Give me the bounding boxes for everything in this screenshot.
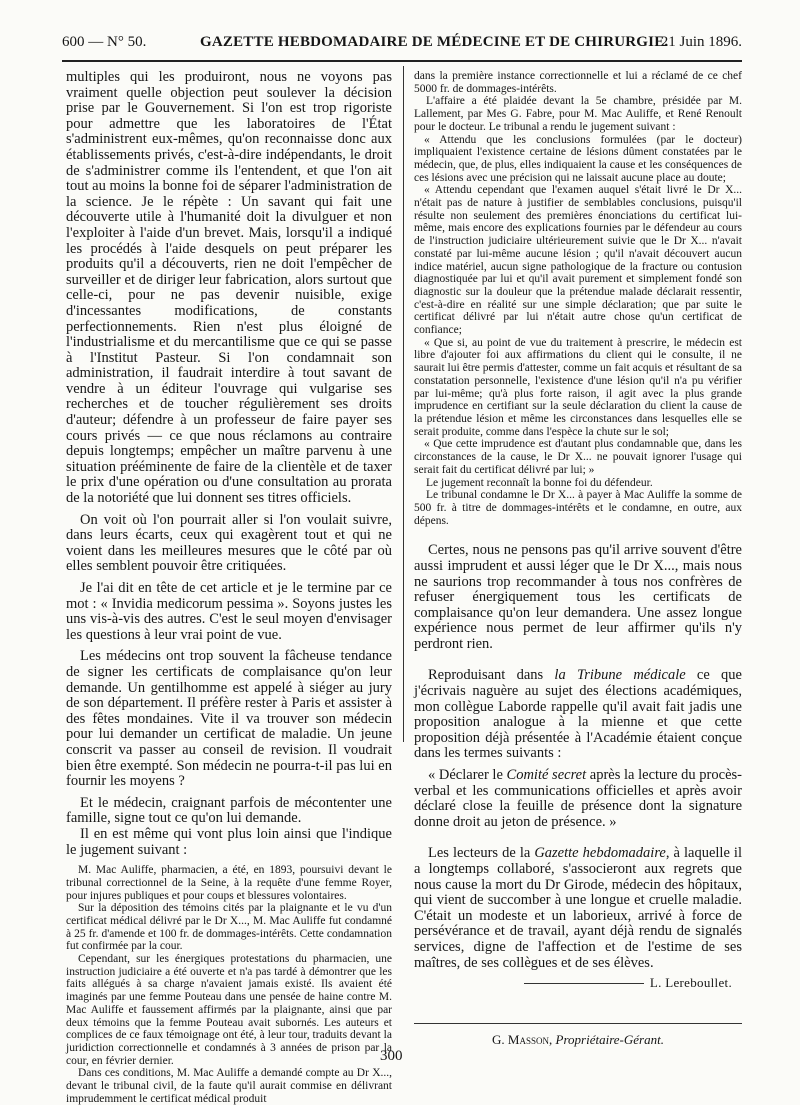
column-divider [403, 66, 404, 742]
paragraph: « Déclarer le Comité secret après la lecture du procès-verbal et les communications officielles et après avoir déclaré close la feuille de présence dont la signature donne droit au jeton de présence. » [414, 767, 742, 830]
printer-line [414, 1032, 742, 1048]
issue-date: 21 Juin 1896. [660, 34, 742, 50]
judgment-excerpt [66, 864, 392, 1105]
right-column [414, 70, 742, 1070]
paragraph: Cependant, sur les énergiques protestations du pharmacien, une instruction judiciaire a été ouverte et n'a pas tardé à démontrer que les faits allégués à sa charge n'avaient jamais existé. Ils avaient été imaginés par une femme Pouteau dans une pensée de haine contre M. Mac Auliffe et faussement affirmés par la plaignante, ainsi que par deux témoins que la femme Pouteau avait subornés. Les auteurs et complices de ce faux témoignage ont été, à leur tour, traduits devant la juridiction correctionnelle et condamnés à 3 années de prison par la cour, en février dernier. [66, 953, 392, 1067]
paragraph: Je l'ai dit en tête de cet article et je le termine par ce mot : « Invidia medicorum pessima ». Soyons justes les uns vis-à-vis des autres. C'est le seul moyen d'envisager les questions à leur vrai point de vue. [66, 580, 392, 643]
footer-rule [414, 1023, 742, 1024]
paragraph: On voit où l'on pourrait aller si l'on voulait suivre, dans leurs écarts, ceux qui exagèrent tout et qui ne voient dans les meilleures mesures que le côté par où elles semblent pouvoir être critiquées. [66, 511, 392, 575]
paragraph: Dans ces conditions, M. Mac Auliffe a demandé compte au Dr X..., devant le tribunal civil, de la faute qu'il aurait commise en délivrant imprudemment le certificat médical produit [66, 1067, 392, 1105]
printer-title: Propriétaire-Gérant. [552, 1032, 664, 1047]
paragraph: Le jugement reconnaît la bonne foi du défendeur. [426, 476, 653, 489]
paragraph: L'affaire a été plaidée devant la 5e chambre, présidée par M. Lallement, par Mes G. Fabre, pour M. Mac Auliffe, et René Renoult pour le docteur. Le tribunal a rendu le jugement suivant : [414, 95, 742, 133]
folio-number: 300 [380, 1048, 403, 1064]
signature-leader [524, 983, 644, 984]
paragraph: Et le médecin, craignant parfois de mécontenter une famille, signe tout ce qu'on lui demande. [66, 794, 392, 827]
quote-paragraph: « Attendu cependant que l'examen auquel s'était livré le Dr X... n'était pas de nature à justifier de semblables conclusions, puisqu'il résulte non seulement des premières énonciations du certificat lui-même, mais encore des explications fournies par le défendeur au cours de l'instruction judiciaire ultérieurement suivie que le Dr X... n'avait constaté par lui-même aucune lésion ; qu'il n'avait découvert aucun indice matériel, aucun signe pathologique de la fracture ou contusion diagnostiquée par lui et qu'il avait purement et simplement fondé son diagnostic sur la douleur que la prétendue malade déclarait ressentir, c'est-à-dire en réalité sur une simple déclaration; que par suite le certificat délivré par lui n'était autre chose qu'un certificat de confiance; [414, 184, 742, 337]
judgment-excerpt-continued [414, 70, 742, 527]
page-number: 600 — N° 50. [62, 34, 147, 50]
judgment-quote [414, 134, 742, 477]
author-signature: L. Lereboullet. [414, 975, 742, 991]
paragraph: Il en est même qui vont plus loin ainsi que l'indique le jugement suivant : [66, 825, 392, 858]
quote-paragraph: « Que si, au point de vue du traitement à prescrire, le médecin est libre d'ajouter foi aux affirmations du client qui le consulte, il ne saurait lui être permis d'attester, comme un fait acquis et résultant de sa constatation personnelle, l'existence d'une lésion qu'il n'a pu vérifier par lui-même; qu'à plus forte raison, il agit avec la plus grande imprudence en certifiant sur la seule déclaration du client la cause de la prétendue lésion et même les circonstances dans lesquelles elle se serait produite, comme dans l'espèce la chute sur le sol; [414, 336, 742, 438]
paragraph: Certes, nous ne pensons pas qu'il arrive souvent d'être aussi imprudent et aussi léger que le Dr X..., mais nous ne saurions trop recommander à tous nos confrères de refuser énergiquement tous les certificats de complaisance qu'on leur demandera. Une assez longue expérience nous permet de leur affirmer qu'ils n'y perdront rien. [414, 542, 742, 652]
paragraph: Les lecteurs de la Gazette hebdomadaire, à laquelle il a longtemps collaboré, s'associeront aux regrets que nous cause la mort du Dr Girode, médecin des hôpitaux, qui vient de succomber à une longue et cruelle maladie. C'était un modeste et un laborieux, arrivé à force de persévérance et de travail, ayant déjà rendu de signalés services, digne de l'affection et de l'estime de ses maîtres, de ses collègues et de ses élèves. [414, 845, 742, 971]
printer-name: G. Masson, [492, 1032, 553, 1047]
paragraph: dans la première instance correctionnelle et lui a réclamé de ce chef 5000 fr. de dommages-intérêts. [414, 70, 742, 95]
journal-title: GAZETTE HEBDOMADAIRE DE MÉDECINE ET DE CHIRURGIE. [200, 34, 669, 50]
paragraph: Reproduisant dans la Tribune médicale ce que j'écrivais naguère au sujet des élections académiques, mon collègue Laborde rappelle qu'il avait fait jadis une proposition analogue à la mienne et que cette proposition déjà présentée à l'Académie étaient conçue dans les termes suivants : [414, 667, 742, 762]
paragraph: multiples qui les produiront, nous ne voyons pas vraiment quelle objection peut soulever la décision prise par le Gouvernement. Si l'on est trop rigoriste pour admettre que les laboratoires de l'État s'administrent eux-mêmes, qu'on reconnaisse donc aux établissements privés, c'est-à-dire indépendants, le droit de s'administrer comme ils l'entendent, et que l'on ait tout au moins la bonne foi de séparer l'administration de la science. Je le répète : Un savant qui fait une découverte utile à l'humanité doit la divulguer et non l'exploiter à l'aide d'un brevet. Mais, lorsqu'il a indiqué les procédés à l'aide desquels on peut préparer les produits qu'il a découverts, rien ne doit l'empêcher de surveiller et de diriger leur fabrication, alors surtout que celle-ci, pour ne pas devenir nuisible, exige d'incessantes modifications, de constants perfectionnements. Rien n'est plus éloigné de l'industrialisme et du mercantilisme que ce qui se passe à l'Institut Pasteur. Si l'on condamnait son administration, il faudrait interdire à tout savant de vendre à un éditeur l'ouvrage qui vulgarise ses recherches et de toucher régulièrement ses droits d'auteur; défendre à un professeur de faire payer ses cours privés — ce que nous réclamons au contraire depuis longtemps; empêcher un maître parvenu à une situation prééminente de faire de la clientèle et de taxer le prix d'une opération ou d'une consultation au prorata de la notoriété que lui donnent ses titres officiels. [66, 69, 392, 507]
paragraph: Sur la déposition des témoins cités par la plaignante et le vu d'un certificat médical délivré par le Dr X..., M. Mac Auliffe fut condamné à 25 fr. d'amende et 100 fr. de dommages-intérêts. Cette condamnation fut confirmée par la cour. [66, 902, 392, 953]
paragraph: M. Mac Auliffe, pharmacien, a été, en 1893, poursuivi devant le tribunal correctionnel de la Seine, à la requête d'une femme Royer, pour injures publiques et pour coups et blessures volontaires. [66, 864, 392, 902]
header-rule [62, 60, 742, 62]
running-header [62, 30, 742, 56]
left-column [66, 69, 392, 1105]
quote-paragraph: « Que cette imprudence est d'autant plus condamnable que, dans les circonstances de la cause, le Dr X... ne pouvait ignorer l'usage qui serait fait du certificat délivré par lui; » [414, 438, 742, 476]
paragraph: Les médecins ont trop souvent la fâcheuse tendance de signer les certificats de complaisance qu'on leur demande. Un gentilhomme est appelé à siéger au jury de son département. Il préfère rester à Paris et assister à des fêtes mondaines. Vite il va trouver son médecin pour lui demander un certificat de maladie. Un jeune conscrit va passer au conseil de revision. Il voudrait bien être exempté. Son médecin ne pourra-t-il pas lui en fournir les moyens ? [66, 648, 392, 790]
paragraph: Le tribunal condamne le Dr X... à payer à Mac Auliffe la somme de 500 fr. à titre de dommages-intérêts et le condamne, en outre, aux dépens. [414, 489, 742, 527]
quote-paragraph: « Attendu que les conclusions formulées (par le docteur) impliquaient l'existence certaine de lésions dûment constatées par le médecin, que, de plus, elles indiquaient la cause et les conséquences de ces lésions avec une précision qui ne laissait aucune place au doute; [414, 133, 742, 184]
